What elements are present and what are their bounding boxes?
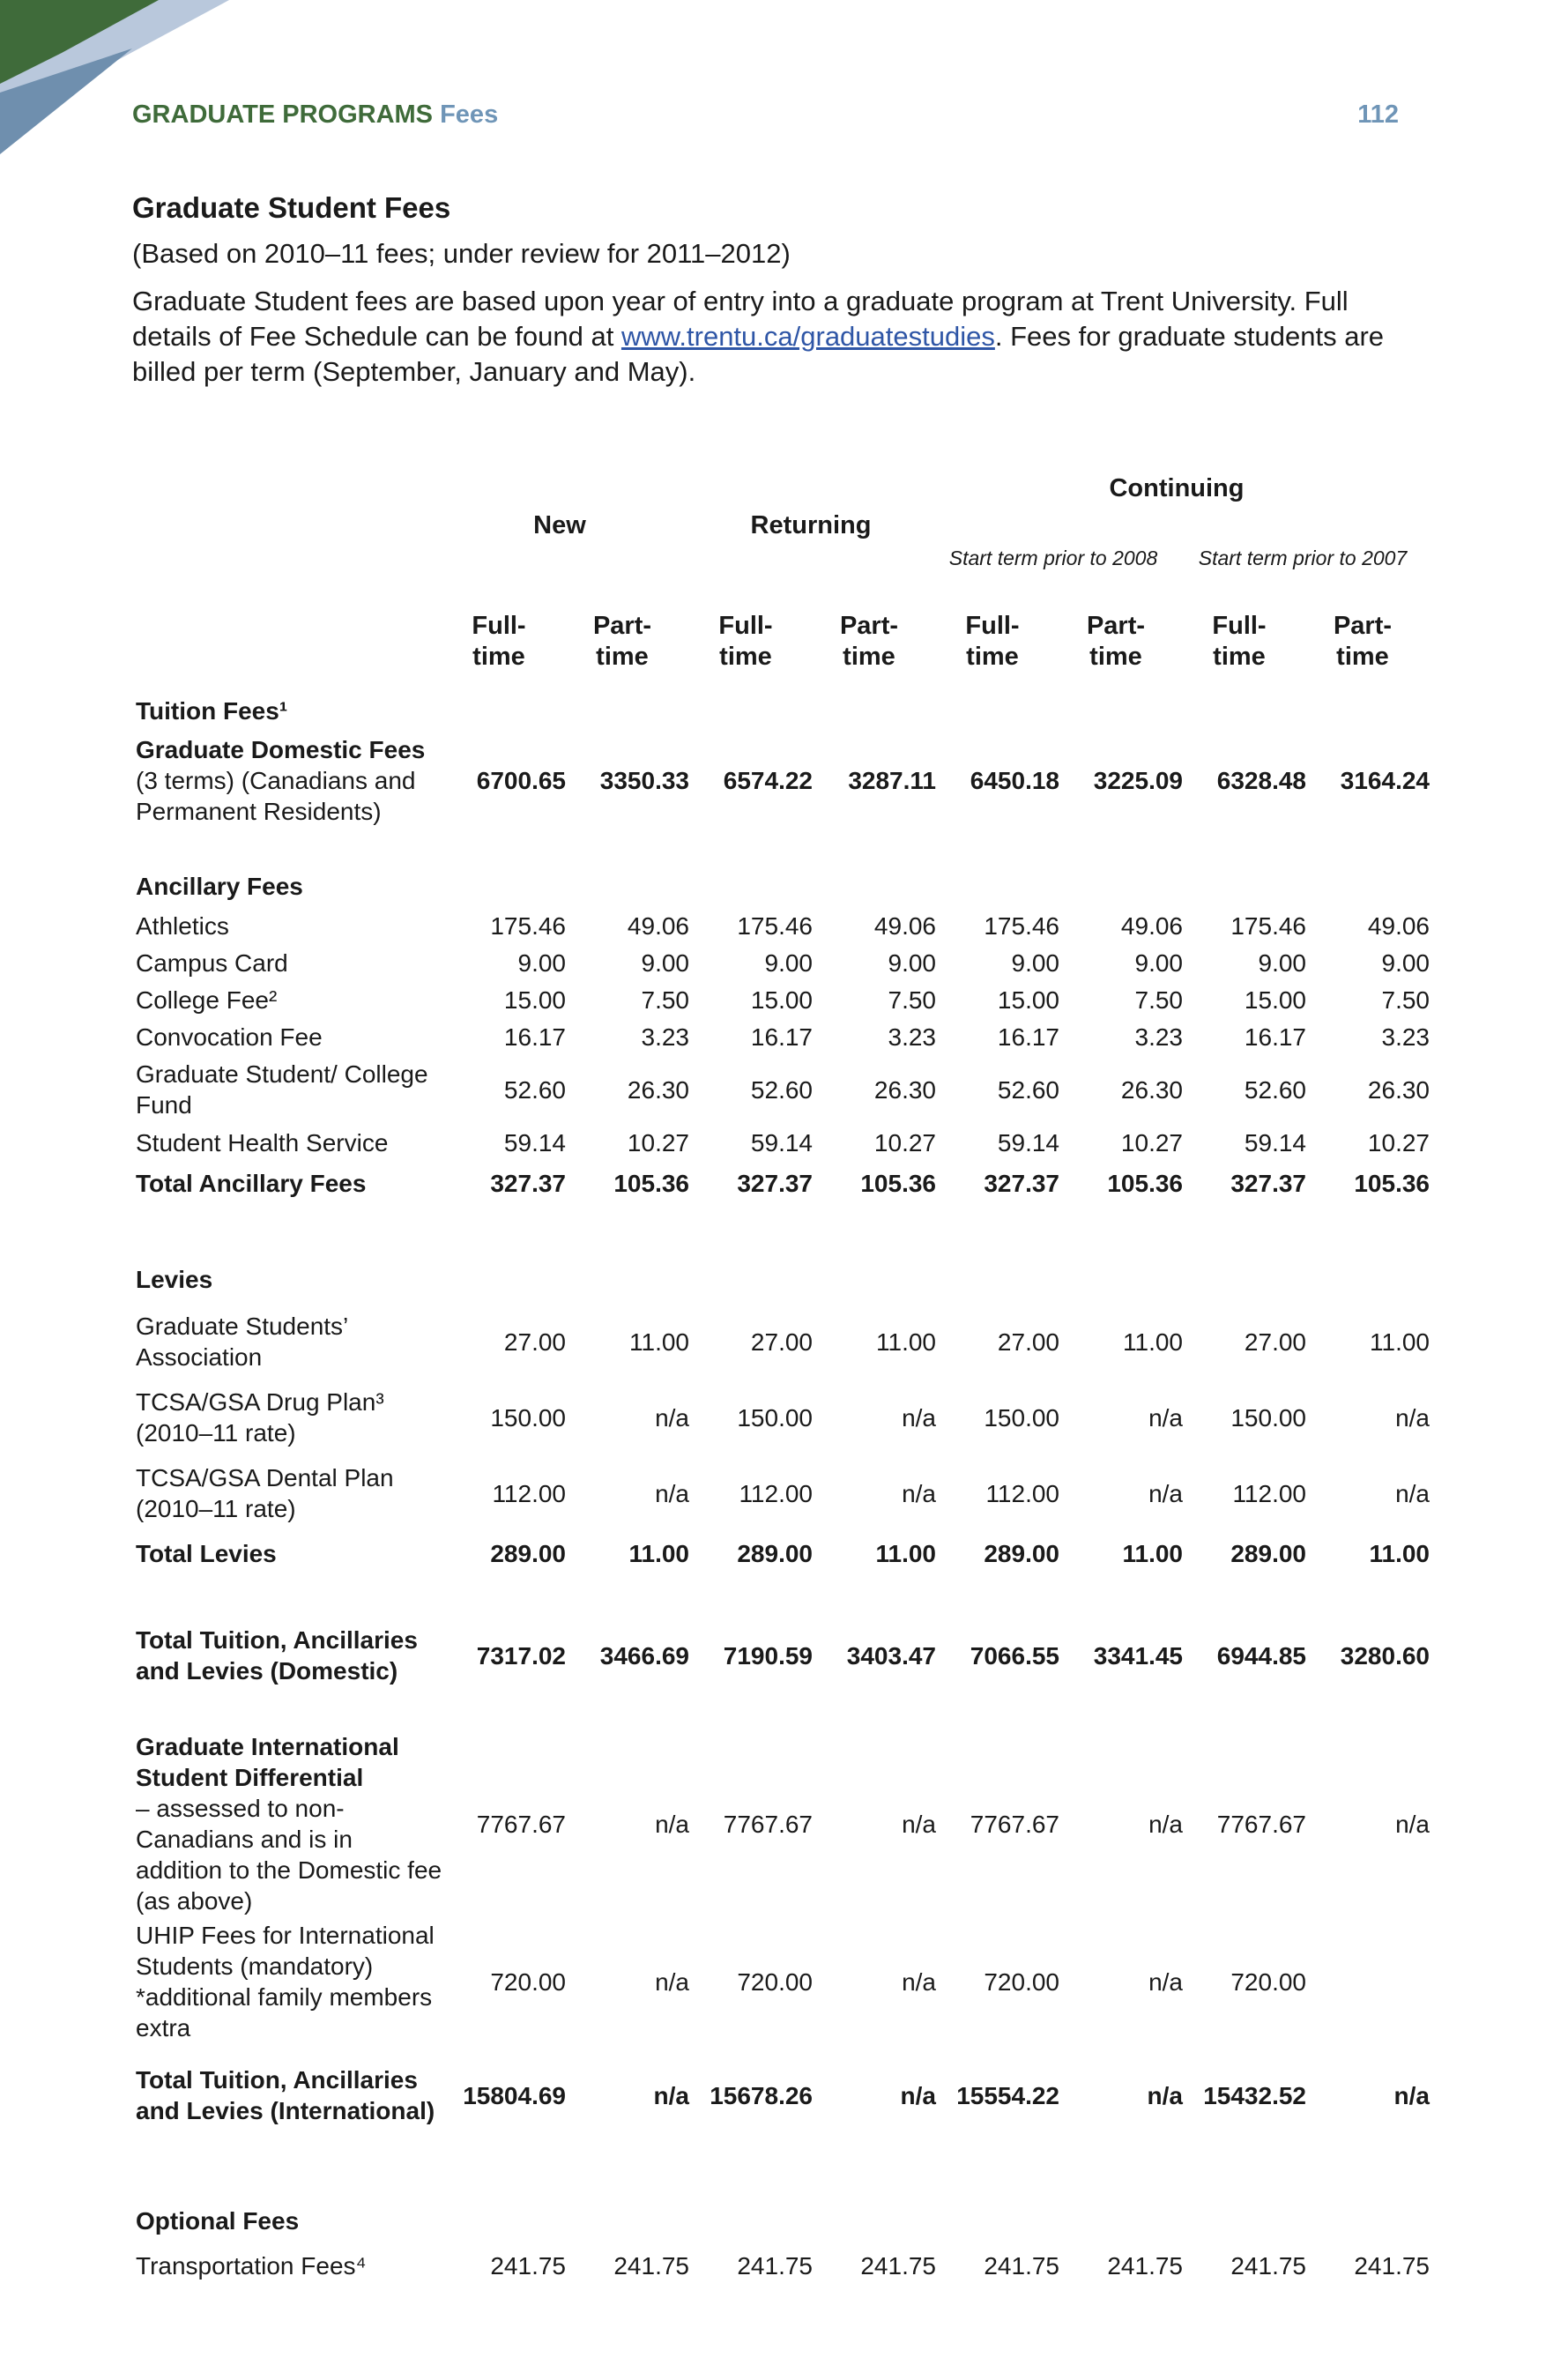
cell: 49.06: [627, 911, 689, 940]
cell: 3.23: [1134, 1023, 1183, 1051]
cell: 175.46: [984, 911, 1059, 940]
cell: n/a: [1393, 2081, 1430, 2109]
header-subsection: Fees: [440, 100, 499, 129]
row-label: Graduate Domestic Fees (3 terms) (Canadians and Permanent Residents): [136, 735, 426, 825]
intro-paragraph: [132, 284, 1423, 390]
cell: n/a: [655, 1810, 689, 1838]
row-label: Graduate Students’ Association: [136, 1313, 348, 1371]
cell: 26.30: [627, 1075, 689, 1104]
cell: 175.46: [1230, 911, 1306, 940]
cell: 3.23: [1381, 1023, 1430, 1051]
cell: 9.00: [764, 948, 813, 977]
page-title: Graduate Student Fees: [132, 191, 451, 224]
cell: 105.36: [613, 1169, 689, 1197]
section-label: Levies: [136, 1265, 213, 1293]
cell: 241.75: [1354, 2251, 1430, 2280]
cell: n/a: [902, 1479, 936, 1507]
cell: 6450.18: [970, 766, 1059, 794]
column-header: Part- time: [1333, 612, 1393, 671]
group-continuing: Continuing: [1109, 474, 1245, 502]
cell: 289.00: [490, 1539, 566, 1567]
table-row: [130, 1055, 1435, 1124]
cell: 241.75: [1230, 2251, 1306, 2280]
table-row: [130, 944, 1435, 981]
row-label: Total Tuition, Ancillaries and Levies (Domestic): [136, 1626, 418, 1685]
cell: 10.27: [627, 1128, 689, 1157]
table-row: [130, 981, 1435, 1018]
cell: 112.00: [985, 1479, 1059, 1507]
cell: [1312, 1917, 1435, 2046]
cell: 241.75: [737, 2251, 813, 2280]
page-number: 112: [1357, 100, 1399, 129]
cell: 49.06: [1367, 911, 1430, 940]
fees-table: [130, 690, 1435, 2287]
cell: 720.00: [490, 1967, 566, 1996]
cell: 15432.52: [1203, 2081, 1306, 2109]
cell: n/a: [653, 2081, 689, 2109]
table-row: [130, 1380, 1435, 1455]
row-label: UHIP Fees for International Students (mandatory) *additional family members extra: [136, 1922, 435, 2042]
cell: 11.00: [1122, 1539, 1183, 1567]
cell: 175.46: [490, 911, 566, 940]
row-label: Athletics: [136, 911, 229, 940]
cell: 3164.24: [1340, 766, 1430, 794]
cell: 27.00: [997, 1328, 1059, 1356]
cell: 7317.02: [476, 1641, 566, 1670]
cell: 52.60: [1244, 1075, 1306, 1104]
cell: 720.00: [737, 1967, 813, 1996]
table-row: [130, 1124, 1435, 1161]
cell: 9.00: [1258, 948, 1306, 977]
section-row-levies: [130, 1254, 1435, 1304]
table-row: [130, 1730, 1435, 1917]
cell: 289.00: [1230, 1539, 1306, 1567]
cell: 16.17: [997, 1023, 1059, 1051]
cell: 15.00: [1244, 985, 1306, 1014]
row-label: College Fee²: [136, 985, 278, 1014]
cell: 9.00: [1381, 948, 1430, 977]
cell: n/a: [655, 1967, 689, 1996]
cell: 9.00: [1134, 948, 1183, 977]
cell: 7190.59: [723, 1641, 813, 1670]
cell: 7767.67: [970, 1810, 1059, 1838]
cell: 15678.26: [710, 2081, 813, 2109]
cell: 241.75: [860, 2251, 936, 2280]
section-row-ancillary: [130, 865, 1435, 907]
group-new: New: [533, 511, 586, 539]
cell: n/a: [902, 1967, 936, 1996]
cell: 59.14: [997, 1128, 1059, 1157]
table-row: [130, 1018, 1435, 1055]
cell: 11.00: [1369, 1539, 1430, 1567]
cell: 327.37: [737, 1169, 813, 1197]
cell: 26.30: [1120, 1075, 1183, 1104]
cell: 3.23: [641, 1023, 689, 1051]
cell: 59.14: [1244, 1128, 1306, 1157]
table-row: [130, 1161, 1435, 1205]
cell: 3341.45: [1093, 1641, 1183, 1670]
continuing-subgroup-2008: Start term prior to 2008: [948, 547, 1158, 569]
row-label: Graduate International Student Differential – assessed to non-Canadians and is in addition to the Domestic fee (as above): [136, 1733, 442, 1915]
cell: 150.00: [490, 1403, 566, 1432]
cell: 15804.69: [463, 2081, 566, 2109]
cell: 3287.11: [848, 766, 936, 794]
graduate-studies-link[interactable]: www.trentu.ca/graduatestudies: [620, 321, 995, 352]
cell: 52.60: [750, 1075, 813, 1104]
row-label: Total Levies: [136, 1539, 277, 1567]
group-returning: Returning: [750, 511, 872, 539]
table-row: [130, 2046, 1435, 2145]
cell: 11.00: [629, 1328, 689, 1356]
cell: 11.00: [1370, 1328, 1430, 1356]
row-label: Graduate Student/ College Fund: [136, 1060, 428, 1119]
cell: n/a: [1148, 1967, 1183, 1996]
cell: 26.30: [873, 1075, 936, 1104]
cell: 59.14: [750, 1128, 813, 1157]
cell: 327.37: [490, 1169, 566, 1197]
column-header: Part- time: [839, 612, 899, 671]
cell: n/a: [1395, 1479, 1430, 1507]
cell: 10.27: [873, 1128, 936, 1157]
cell: 3280.60: [1340, 1641, 1430, 1670]
cell: 11.00: [875, 1539, 936, 1567]
cell: 112.00: [492, 1479, 566, 1507]
cell: 241.75: [1107, 2251, 1183, 2280]
cell: n/a: [655, 1479, 689, 1507]
cell: 9.00: [1011, 948, 1059, 977]
cell: 16.17: [1244, 1023, 1306, 1051]
cell: 52.60: [503, 1075, 566, 1104]
column-header: Part- time: [592, 612, 652, 671]
cell: 7767.67: [1216, 1810, 1306, 1838]
header-section: GRADUATE PROGRAMS: [132, 100, 434, 129]
table-row: [130, 2243, 1435, 2287]
cell: n/a: [1395, 1810, 1430, 1838]
cell: n/a: [1395, 1403, 1430, 1432]
cell: 3403.47: [846, 1641, 936, 1670]
column-header: Full- time: [472, 612, 526, 671]
section-label: Ancillary Fees: [136, 872, 303, 900]
cell: 49.06: [1120, 911, 1183, 940]
cell: 59.14: [503, 1128, 566, 1157]
cell: 150.00: [737, 1403, 813, 1432]
row-label: Total Tuition, Ancillaries and Levies (International): [136, 2066, 435, 2124]
table-row: [130, 907, 1435, 944]
cell: 26.30: [1367, 1075, 1430, 1104]
row-label: TCSA/GSA Drug Plan³ (2010–11 rate): [136, 1388, 384, 1447]
cell: 27.00: [503, 1328, 566, 1356]
row-label: Transportation Fees⁴: [136, 2251, 367, 2280]
table-row: [130, 731, 1435, 829]
column-header: Full- time: [965, 612, 1020, 671]
table-row: [130, 1621, 1435, 1690]
cell: 241.75: [613, 2251, 689, 2280]
cell: 7.50: [641, 985, 689, 1014]
cell: n/a: [1148, 1810, 1183, 1838]
cell: 3350.33: [599, 766, 689, 794]
cell: 7.50: [1134, 985, 1183, 1014]
cell: 7.50: [1381, 985, 1430, 1014]
corner-decoration: [0, 0, 264, 159]
column-header: Part- time: [1086, 612, 1146, 671]
cell: 105.36: [860, 1169, 936, 1197]
cell: n/a: [1148, 1479, 1183, 1507]
cell: 11.00: [876, 1328, 936, 1356]
cell: 3.23: [888, 1023, 936, 1051]
section-label: Tuition Fees¹: [136, 696, 288, 725]
cell: 6574.22: [723, 766, 813, 794]
continuing-subgroup-2007: Start term prior to 2007: [1198, 547, 1408, 569]
cell: n/a: [1148, 1403, 1183, 1432]
cell: 15554.22: [956, 2081, 1059, 2109]
row-label: TCSA/GSA Dental Plan (2010–11 rate): [136, 1464, 394, 1522]
cell: 27.00: [1244, 1328, 1306, 1356]
cell: 150.00: [984, 1403, 1059, 1432]
cell: 16.17: [750, 1023, 813, 1051]
cell: 11.00: [628, 1539, 689, 1567]
cell: 112.00: [739, 1479, 813, 1507]
cell: 49.06: [873, 911, 936, 940]
cell: 15.00: [503, 985, 566, 1014]
cell: 720.00: [984, 1967, 1059, 1996]
cell: n/a: [902, 1403, 936, 1432]
cell: 105.36: [1107, 1169, 1183, 1197]
column-header: Full- time: [1212, 612, 1267, 671]
cell: 720.00: [1230, 1967, 1306, 1996]
cell: 327.37: [1230, 1169, 1306, 1197]
cell: 289.00: [984, 1539, 1059, 1567]
cell: 16.17: [503, 1023, 566, 1051]
cell: n/a: [900, 2081, 936, 2109]
cell: 6700.65: [476, 766, 566, 794]
cell: 7767.67: [723, 1810, 813, 1838]
intro-text: Graduate Student fees are based upon year of entry into a graduate program at Trent University. Full details of Fee Schedule can be found at: [132, 286, 1349, 352]
cell: 7.50: [888, 985, 936, 1014]
cell: 3466.69: [599, 1641, 689, 1670]
table-row: [130, 1304, 1435, 1380]
cell: 6944.85: [1216, 1641, 1306, 1670]
cell: 7767.67: [476, 1810, 566, 1838]
cell: 10.27: [1367, 1128, 1430, 1157]
cell: 289.00: [737, 1539, 813, 1567]
intro-text-end: . Fees for graduate students are billed per term (September, January and May).: [132, 321, 1385, 387]
section-row-tuition: [130, 690, 1435, 731]
cell: 9.00: [641, 948, 689, 977]
cell: 11.00: [1123, 1328, 1183, 1356]
cell: 15.00: [750, 985, 813, 1014]
cell: n/a: [902, 1810, 936, 1838]
cell: n/a: [655, 1403, 689, 1432]
cell: 9.00: [888, 948, 936, 977]
row-label: Convocation Fee: [136, 1023, 323, 1051]
cell: 105.36: [1354, 1169, 1430, 1197]
row-label: Total Ancillary Fees: [136, 1169, 367, 1197]
cell: 10.27: [1120, 1128, 1183, 1157]
cell: 241.75: [984, 2251, 1059, 2280]
section-row-optional: [130, 2198, 1435, 2243]
cell: 27.00: [750, 1328, 813, 1356]
cell: 3225.09: [1093, 766, 1183, 794]
cell: n/a: [1147, 2081, 1183, 2109]
cell: 7066.55: [970, 1641, 1059, 1670]
cell: 6328.48: [1216, 766, 1306, 794]
table-row: [130, 1455, 1435, 1531]
row-label: Student Health Service: [136, 1128, 389, 1157]
cell: 9.00: [517, 948, 566, 977]
section-label: Optional Fees: [136, 2206, 300, 2235]
cell: 327.37: [984, 1169, 1059, 1197]
cell: 15.00: [997, 985, 1059, 1014]
table-row: [130, 1917, 1435, 2046]
cell: 150.00: [1230, 1403, 1306, 1432]
cell: 175.46: [737, 911, 813, 940]
cell: 241.75: [490, 2251, 566, 2280]
row-label: Campus Card: [136, 948, 288, 977]
column-header: Full- time: [718, 612, 773, 671]
basis-note: (Based on 2010–11 fees; under review for 2011–2012): [132, 238, 791, 269]
cell: 52.60: [997, 1075, 1059, 1104]
table-row: [130, 1531, 1435, 1575]
cell: 112.00: [1232, 1479, 1306, 1507]
running-header: [132, 100, 498, 130]
